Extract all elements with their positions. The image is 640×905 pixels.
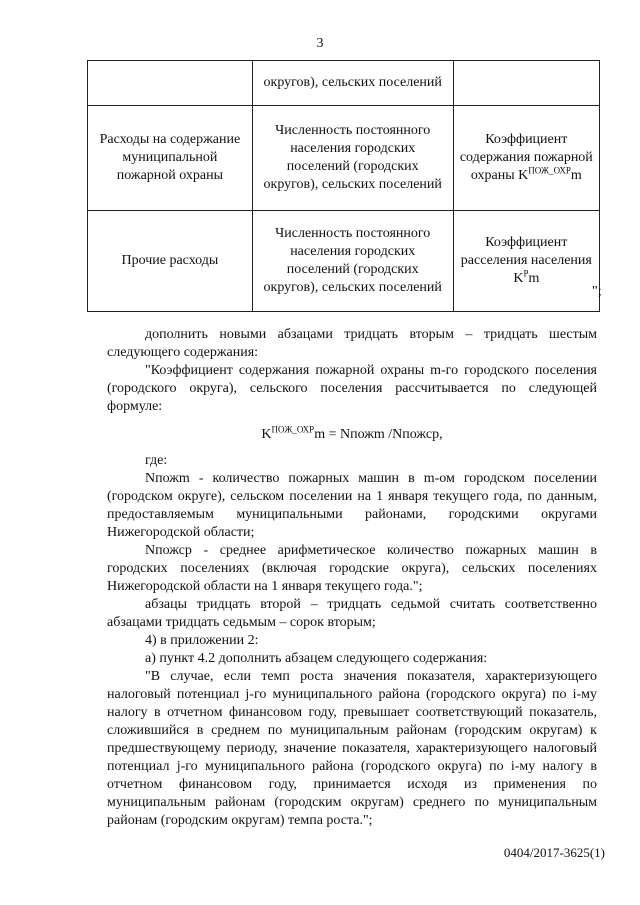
table-cell (453, 61, 599, 106)
formula-superscript: ПОЖ_ОХР (271, 424, 315, 435)
paragraph: Nпожср - среднее арифметическое количество пожарных машин в городских поселениях (включая городские округа), сельских поселениях Нижегородской области на 1 января текущего года."; (107, 543, 597, 594)
table-cell (88, 61, 253, 106)
table-cell: Прочие расходы (88, 211, 253, 312)
table-closing-quote: "; (592, 284, 602, 299)
coefficient-label: Коэффициент расселения населения (460, 235, 592, 268)
coefficient-letter: K (513, 271, 524, 286)
table-row (88, 106, 600, 211)
paragraph: абзацы тридцать второй – тридцать седьмой считать соответственно абзацами тридцать седьмым – сорок вторым; (107, 597, 597, 630)
formula-expression: m = Nпожm /Nпожср, (314, 427, 443, 442)
page-number: 3 (316, 36, 324, 51)
coefficient-letter: K (518, 168, 529, 183)
coefficient-label: Коэффициент содержания пожарной охраны (459, 132, 593, 183)
coefficient-superscript: P (523, 268, 529, 279)
coefficient-superscript: ПОЖ_ОХР (528, 165, 571, 176)
formula-letter: K (261, 427, 272, 442)
paragraph: где: (145, 453, 168, 468)
budget-table (87, 60, 600, 312)
table-cell: Численность постоянного населения городских поселений (городских округов), сельских поселений (252, 106, 453, 211)
body-text (107, 326, 597, 830)
paragraph: 4) в приложении 2: (145, 633, 259, 648)
table-cell: округов), сельских поселений (252, 61, 453, 106)
table-row (88, 61, 600, 106)
document-code: 0404/2017-3625(1) (503, 845, 605, 860)
coefficient-symbol (513, 268, 540, 286)
table-cell: Расходы на содержание муниципальной пожарной охраны (88, 106, 253, 211)
paragraph: "В случае, если темп роста значения показателя, характеризующего налоговый потенциал j-го муниципального района (городского округа) по i-му налогу в отчетном финансовом году, превышает соответствующий показатель, сложившийся в среднем по муниципальным районам (городским округам) к предшествующему периоду, значение показателя, характеризующего налоговый потенциал j-го муниципального района (городского округа) по i-му налогу в отчетном финансовом году, принимается исходя из применения по муниципальным районам (городским округам) среднего по муниципальным районам (городским округам) темпа роста."; (107, 669, 597, 828)
paragraph: дополнить новыми абзацами тридцать вторым – тридцать шестым следующего содержания: (107, 327, 597, 360)
table-cell-coefficient (453, 106, 599, 211)
coefficient-subscript: m (528, 271, 540, 286)
coefficient-subscript: m (570, 168, 582, 183)
formula (107, 426, 597, 444)
paragraph: Nпожm - количество пожарных машин в m-ом городском поселении (городском округе), сельском поселении на 1 января текущего года, по данным, предоставляемым муниципальными районами, городскими округами Нижегородской области; (107, 471, 597, 540)
paragraph: "Коэффициент содержания пожарной охраны m-го городского поселения (городского округа), сельского поселения рассчитывается по следующей формуле: (107, 363, 597, 414)
paragraph: а) пункт 4.2 дополнить абзацем следующего содержания: (145, 651, 488, 666)
table-cell-coefficient (453, 211, 599, 312)
coefficient-symbol (518, 165, 582, 183)
table-cell: Численность постоянного населения городских поселений (городских округов), сельских поселений (252, 211, 453, 312)
table-row (88, 211, 600, 312)
